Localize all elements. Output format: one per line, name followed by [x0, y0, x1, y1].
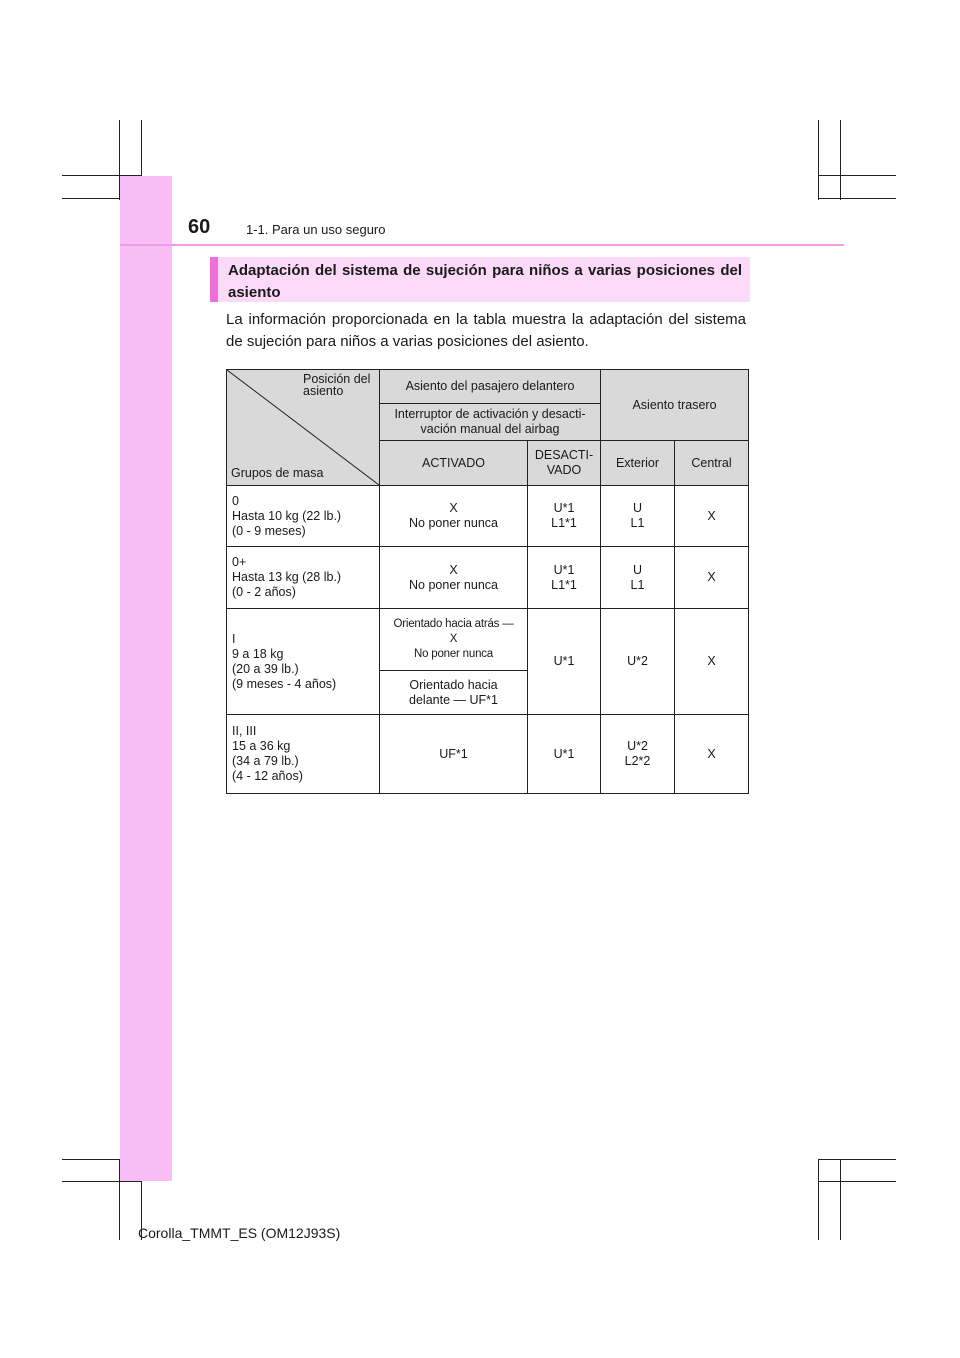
note: No poner nunca	[409, 577, 498, 592]
weight-label: (20 a 39 lb.)	[232, 661, 299, 676]
col-central: Central	[675, 441, 749, 486]
header-rule	[120, 244, 844, 246]
weight-label: 9 a 18 kg	[232, 646, 284, 661]
intro-paragraph: La información proporcionada en la tabla muestra la adaptación del sistema de sujeción para niños a varias posiciones del asiento.	[226, 311, 746, 350]
col-desactivado: DESACTI-VADO	[528, 441, 601, 486]
desactivado-cell	[528, 486, 601, 547]
central-cell: X	[675, 547, 749, 609]
crop-mark	[818, 1160, 819, 1240]
note: No poner nunca	[413, 648, 494, 660]
weight-label: Hasta 10 kg (22 lb.)	[232, 508, 342, 523]
airbag-switch-header: Interruptor de activación y desacti-vación manual del airbag	[380, 404, 601, 441]
activado-rear-facing-cell	[380, 609, 528, 671]
side-tab-bar	[120, 176, 172, 1181]
mass-group-cell	[227, 609, 380, 715]
value: U*1	[553, 562, 575, 577]
value: U*1	[553, 501, 575, 515]
note: Orientado hacia	[409, 677, 498, 692]
table-row	[227, 609, 749, 671]
value: U	[632, 562, 643, 577]
front-seat-header: Asiento del pasajero delantero	[380, 370, 601, 404]
table-corner-cell	[227, 370, 380, 486]
table-row	[227, 486, 749, 547]
age-label: (4 - 12 años)	[232, 769, 303, 783]
central-cell: X	[675, 609, 749, 715]
desactivado-cell: U*1	[528, 609, 601, 715]
activado-cell	[380, 547, 528, 609]
exterior-cell	[601, 486, 675, 547]
crop-mark	[818, 120, 819, 200]
page-number: 60	[188, 216, 211, 238]
table-row	[227, 715, 749, 794]
value: X	[449, 562, 458, 577]
col-activado: ACTIVADO	[380, 441, 528, 486]
group-label: 0	[232, 493, 239, 508]
value: X	[449, 501, 458, 515]
value: U*2	[627, 739, 648, 753]
value: L1*1	[551, 516, 577, 530]
corner-label-groups: Grupos de masa	[231, 466, 324, 480]
table-row	[227, 547, 749, 609]
document-footer: Corolla_TMMT_ES (OM12J93S)	[138, 1225, 341, 1241]
crop-mark	[818, 198, 896, 199]
activado-cell	[380, 486, 528, 547]
rear-seat-header: Asiento trasero	[601, 370, 749, 441]
value: U	[632, 501, 643, 515]
corner-label-position: Posición del asiento	[303, 372, 371, 398]
desactivado-cell: U*1	[528, 715, 601, 794]
exterior-cell	[601, 547, 675, 609]
running-head: 1-1. Para un uso seguro	[246, 222, 386, 237]
value: L1	[630, 516, 645, 530]
activado-forward-facing-cell	[380, 671, 528, 715]
note: No poner nunca	[409, 516, 498, 530]
age-label: (9 meses - 4 años)	[232, 676, 337, 691]
crop-mark	[818, 175, 896, 176]
weight-label: 15 a 36 kg	[232, 739, 291, 753]
exterior-cell	[601, 715, 675, 794]
mass-group-cell	[227, 486, 380, 547]
child-seat-table	[226, 369, 749, 794]
note: Orientado hacia atrás —	[393, 618, 514, 630]
desactivado-cell	[528, 547, 601, 609]
crop-mark	[840, 120, 841, 200]
crop-mark	[62, 1181, 142, 1182]
section-title: Adaptación del sistema de sujeción para niños a varias posiciones del asiento	[210, 257, 750, 302]
mass-group-cell	[227, 715, 380, 794]
group-label: I	[232, 631, 236, 646]
activado-cell: UF*1	[380, 715, 528, 794]
value: X	[449, 633, 458, 645]
value: L2*2	[624, 754, 651, 768]
weight-label: (34 a 79 lb.)	[232, 754, 299, 768]
central-cell: X	[675, 486, 749, 547]
col-exterior: Exterior	[601, 441, 675, 486]
crop-mark	[818, 1181, 896, 1182]
age-label: (0 - 9 meses)	[232, 523, 306, 538]
weight-label: Hasta 13 kg (28 lb.)	[232, 570, 342, 584]
age-label: (0 - 2 años)	[232, 585, 296, 599]
value: delante — UF*1	[409, 692, 498, 707]
group-label: 0+	[232, 555, 247, 569]
value: L1	[630, 577, 645, 592]
group-label: II, III	[232, 724, 257, 738]
crop-mark	[818, 1159, 896, 1160]
crop-mark	[840, 1160, 841, 1240]
mass-group-cell	[227, 547, 380, 609]
value: L1*1	[551, 577, 577, 592]
exterior-cell: U*2	[601, 609, 675, 715]
central-cell: X	[675, 715, 749, 794]
